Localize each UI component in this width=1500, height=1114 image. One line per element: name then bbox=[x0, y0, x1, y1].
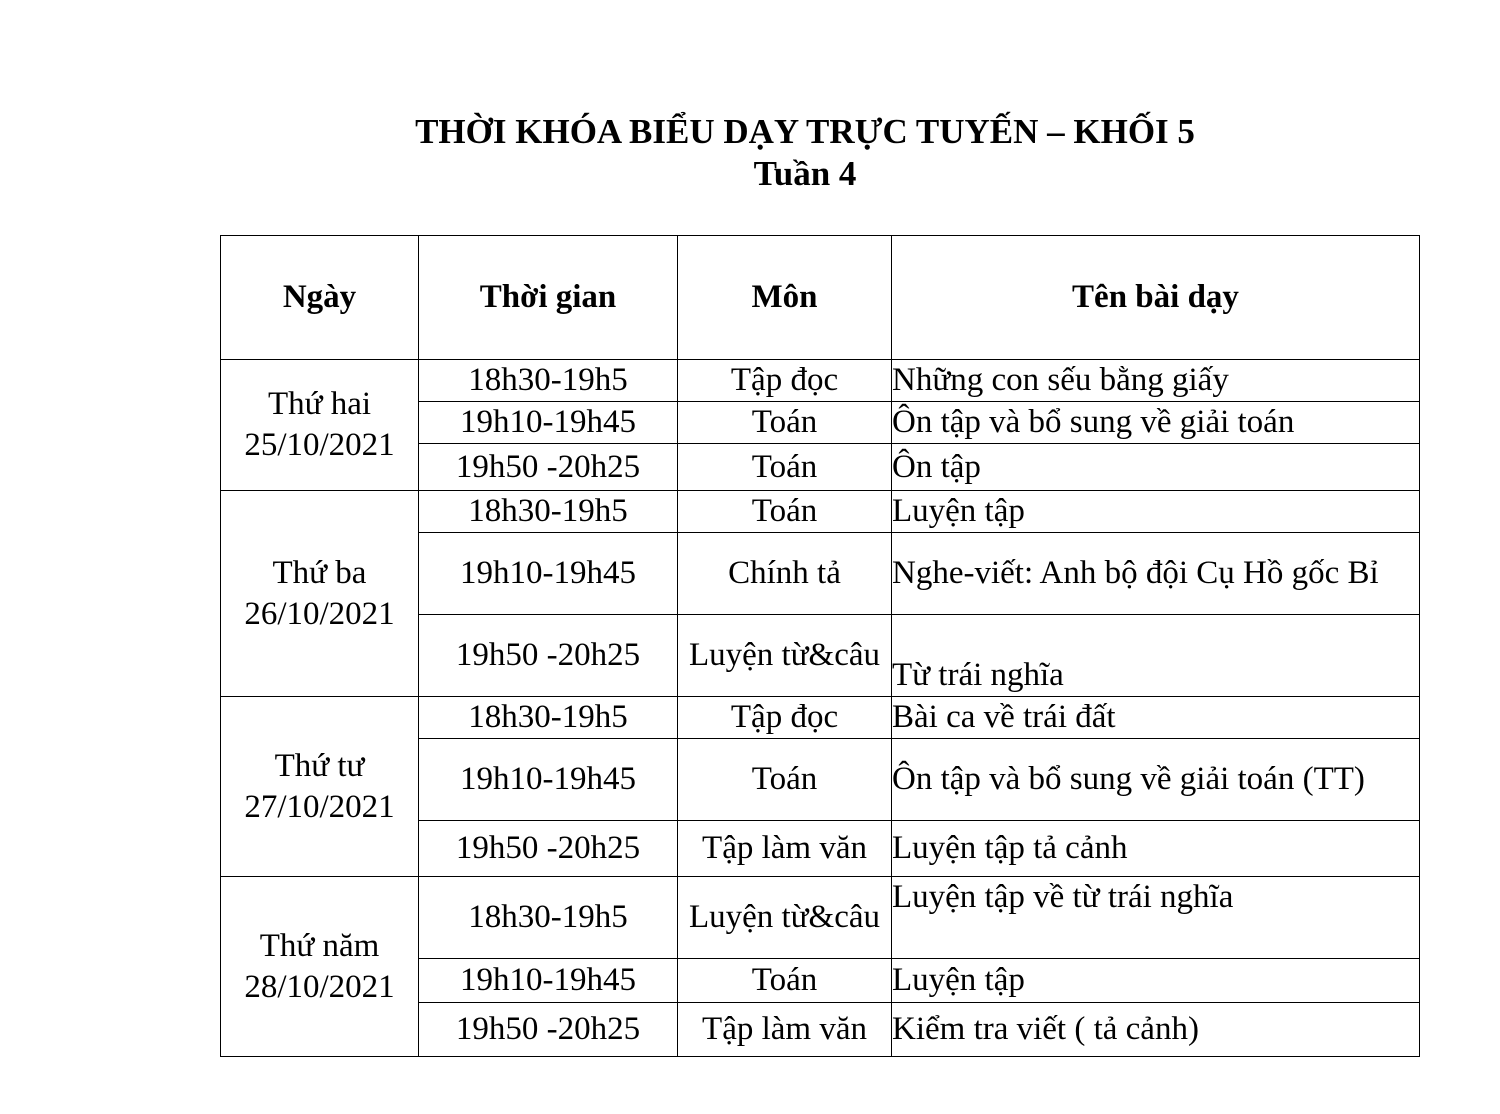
time-cell: 18h30-19h5 bbox=[419, 697, 678, 739]
subject-cell: Luyện từ&câu bbox=[678, 615, 892, 697]
day-cell bbox=[221, 697, 419, 877]
time-cell: 19h10-19h45 bbox=[419, 533, 678, 615]
time-cell: 19h50 -20h25 bbox=[419, 444, 678, 491]
time-cell: 19h50 -20h25 bbox=[419, 821, 678, 877]
schedule-table bbox=[220, 235, 1420, 1057]
header-subject: Môn bbox=[678, 236, 892, 360]
time-cell: 19h10-19h45 bbox=[419, 959, 678, 1003]
lesson-cell: Ôn tập bbox=[892, 444, 1420, 491]
document-subtitle: Tuần 4 bbox=[753, 154, 857, 193]
document-title: THỜI KHÓA BIỂU DẠY TRỰC TUYẾN – KHỐI 5 bbox=[415, 112, 1195, 151]
day-date: 25/10/2021 bbox=[244, 427, 395, 463]
subject-cell: Tập đọc bbox=[678, 697, 892, 739]
time-cell: 18h30-19h5 bbox=[419, 877, 678, 959]
subject-cell: Tập làm văn bbox=[678, 1003, 892, 1057]
table-row bbox=[221, 877, 1420, 959]
lesson-cell: Luyện tập bbox=[892, 959, 1420, 1003]
lesson-cell: Bài ca về trái đất bbox=[892, 697, 1420, 739]
subject-cell: Toán bbox=[678, 444, 892, 491]
time-cell: 19h10-19h45 bbox=[419, 739, 678, 821]
time-cell: 18h30-19h5 bbox=[419, 360, 678, 402]
header-day: Ngày bbox=[221, 236, 419, 360]
subject-cell: Toán bbox=[678, 491, 892, 533]
subject-cell: Toán bbox=[678, 739, 892, 821]
lesson-cell: Luyện tập về từ trái nghĩa bbox=[892, 877, 1420, 959]
lesson-cell: Kiểm tra viết ( tả cảnh) bbox=[892, 1003, 1420, 1057]
lesson-cell: Từ trái nghĩa bbox=[892, 615, 1420, 697]
time-cell: 18h30-19h5 bbox=[419, 491, 678, 533]
day-cell bbox=[221, 360, 419, 491]
subject-cell: Luyện từ&câu bbox=[678, 877, 892, 959]
subject-cell: Chính tả bbox=[678, 533, 892, 615]
lesson-cell: Những con sếu bằng giấy bbox=[892, 360, 1420, 402]
day-cell bbox=[221, 491, 419, 697]
table-row bbox=[221, 491, 1420, 533]
lesson-cell: Nghe-viết: Anh bộ đội Cụ Hồ gốc Bỉ bbox=[892, 533, 1420, 615]
header-time: Thời gian bbox=[419, 236, 678, 360]
subject-cell: Tập làm văn bbox=[678, 821, 892, 877]
subject-cell: Tập đọc bbox=[678, 360, 892, 402]
header-lesson: Tên bài dạy bbox=[892, 236, 1420, 360]
day-date: 28/10/2021 bbox=[244, 968, 395, 1005]
lesson-cell: Luyện tập tả cảnh bbox=[892, 821, 1420, 877]
header-row bbox=[221, 236, 1420, 360]
subject-cell: Toán bbox=[678, 402, 892, 444]
table-row bbox=[221, 360, 1420, 402]
day-name: Thứ năm bbox=[259, 927, 380, 964]
day-name: Thứ tư bbox=[274, 747, 365, 784]
lesson-cell: Ôn tập và bổ sung về giải toán bbox=[892, 402, 1420, 444]
lesson-cell: Ôn tập và bổ sung về giải toán (TT) bbox=[892, 739, 1420, 821]
day-date: 27/10/2021 bbox=[244, 788, 395, 825]
day-cell bbox=[221, 877, 419, 1057]
time-cell: 19h10-19h45 bbox=[419, 402, 678, 444]
time-cell: 19h50 -20h25 bbox=[419, 1003, 678, 1057]
day-name: Thứ hai bbox=[267, 386, 372, 422]
table-row bbox=[221, 697, 1420, 739]
subject-cell: Toán bbox=[678, 959, 892, 1003]
lesson-cell: Luyện tập bbox=[892, 491, 1420, 533]
time-cell: 19h50 -20h25 bbox=[419, 615, 678, 697]
day-date: 26/10/2021 bbox=[244, 595, 395, 632]
day-name: Thứ ba bbox=[272, 554, 367, 591]
